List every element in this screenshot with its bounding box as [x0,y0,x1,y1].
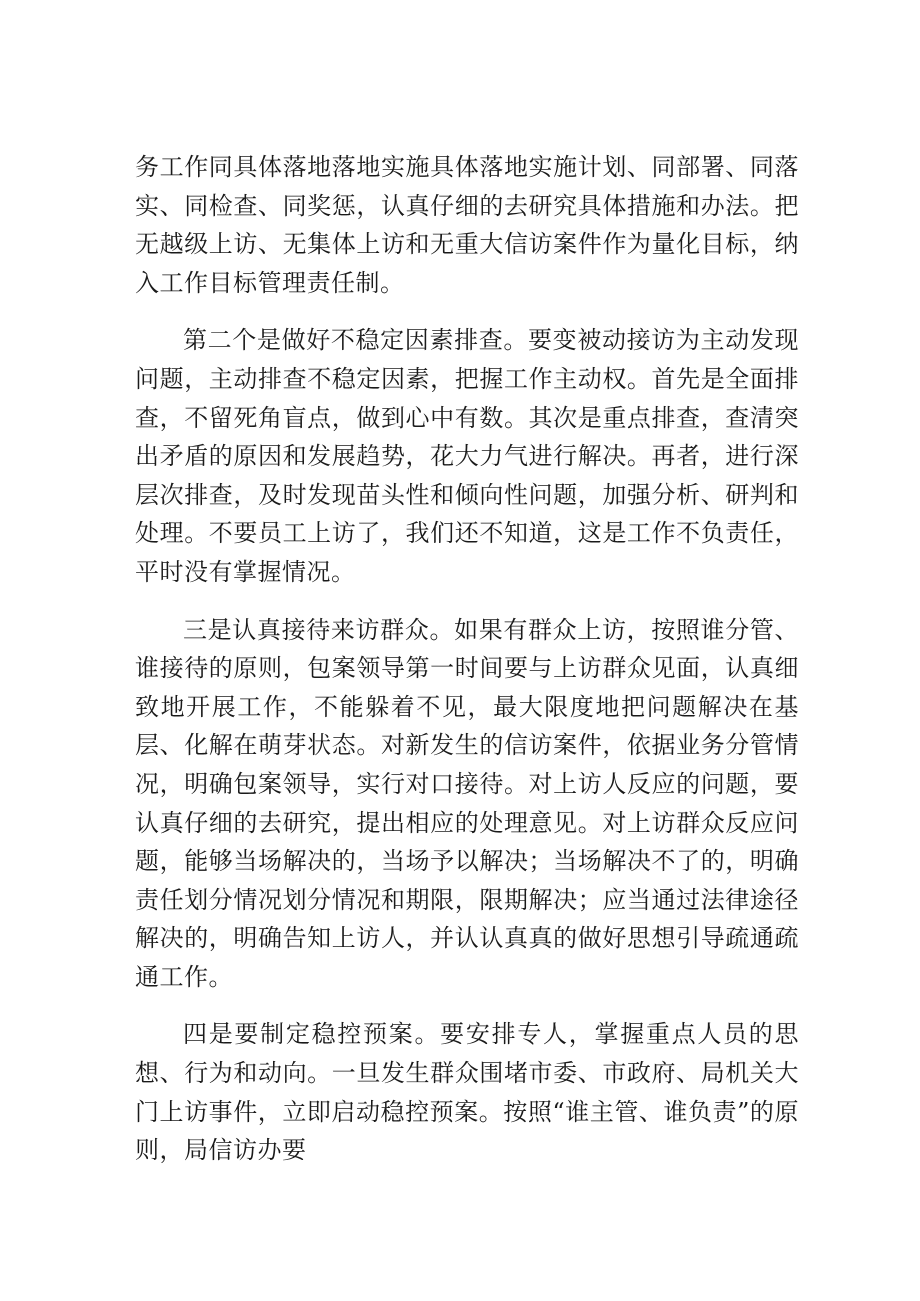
paragraph-stability-plan: 四是要制定稳控预案。要安排专人，掌握重点人员的思想、行为和动向。一旦发生群众围堵市委、市政府、局机关大门上访事件，立即启动稳控预案。按照“谁主管、谁负责”的原则，局信访办要 [135,1020,799,1165]
paragraph-continued: 务工作同具体落地落地实施具体落地实施计划、同部署、同落实、同检查、同奖惩，认真仔细的去研究具体措施和办法。把无越级上访、无集体上访和无重大信访案件作为量化目标，纳入工作目标管理责任制。 [135,153,799,297]
paragraph-receive-visitors: 三是认真接待来访群众。如果有群众上访，按照谁分管、谁接待的原则，包案领导第一时间要与上访群众见面，认真细致地开展工作，不能躲着不见，最大限度地把问题解决在基层、化解在萌芽状态。对新发生的信访案件，依据业务分管情况，明确包案领导，实行对口接待。对上访人反应的问题，要认真仔细的去研究，提出相应的处理意见。对上访群众反应问题，能够当场解决的，当场予以解决；当场解决不了的，明确责任划分情况划分情况和期限，限期解决；应当通过法律途径解决的，明确告知上访人，并认认真真的做好思想引导疏通疏通工作。 [135,615,799,991]
paragraph-instability-screening: 第二个是做好不稳定因素排查。要变被动接访为主动发现问题，主动排查不稳定因素，把握工作主动权。首先是全面排查，不留死角盲点，做到心中有数。其次是重点排查，查清突出矛盾的原因和发展趋势，花大力气进行解决。再者，进行深层次排查，及时发现苗头性和倾向性问题，加强分析、研判和处理。不要员工上访了，我们还不知道，这是工作不负责任，平时没有掌握情况。 [135,326,799,586]
document-body [135,148,799,1170]
